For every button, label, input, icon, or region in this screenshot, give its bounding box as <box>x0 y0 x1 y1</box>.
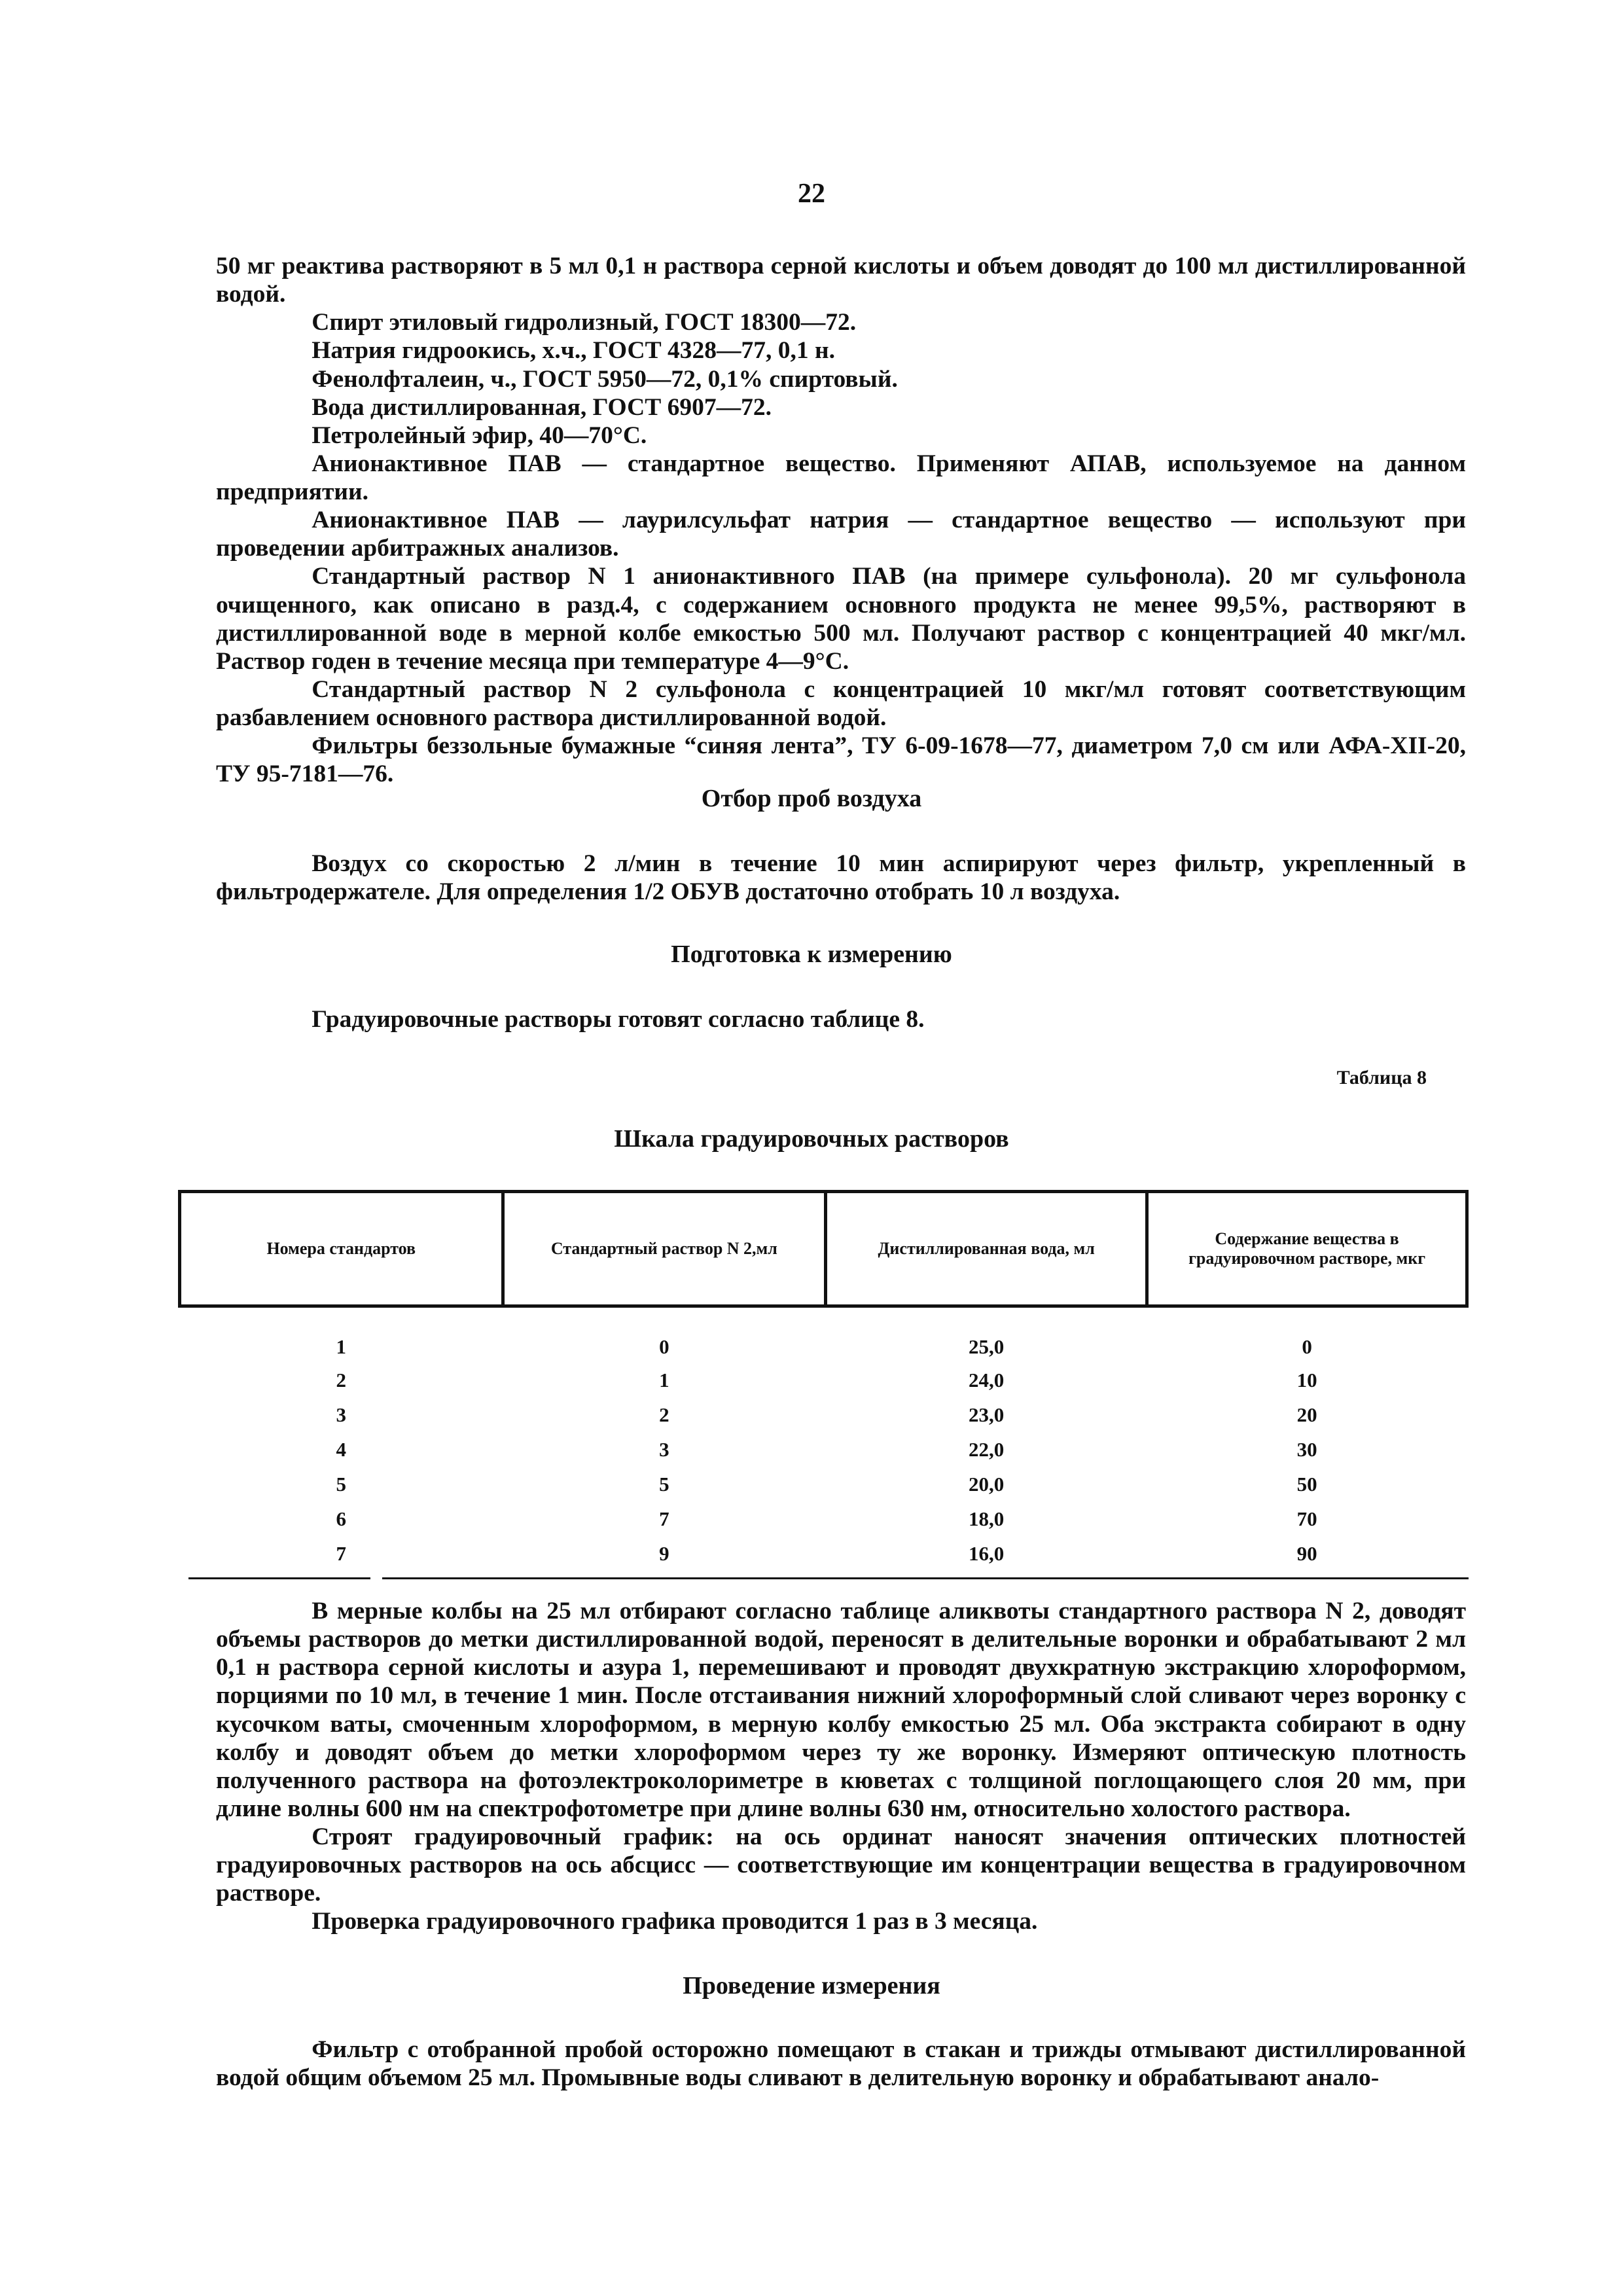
reagent-paragraph: Анионактивное ПАВ — лаурилсульфат натрия — стандартное вещество — используют при проведении арбитражных анализов. <box>216 507 1466 562</box>
procedure-paragraph: Проверка градуировочного графика проводится 1 раз в 3 месяца. <box>312 1908 1038 1935</box>
table-cell: 25,0 <box>969 1335 1005 1358</box>
table-cell: 5 <box>336 1472 347 1496</box>
table-label: Таблица 8 <box>1336 1067 1427 1088</box>
column-header: Номера стандартов <box>180 1192 503 1306</box>
column-header: Содержание вещества в градуировочном растворе, мкг <box>1147 1192 1467 1306</box>
reagent-paragraph: Стандартный раствор N 2 сульфонола с концентрацией 10 мкг/мл готовят соответствующим разбавлением основного раствора дистиллированной водой. <box>216 675 1466 731</box>
table-row <box>180 1363 1467 1397</box>
table-cell: 3 <box>659 1437 669 1461</box>
table-cell: 70 <box>1296 1507 1317 1530</box>
table-cell: 0 <box>659 1335 669 1358</box>
table-bottom-rule <box>382 1577 1469 1579</box>
reagent-paragraph: Анионактивное ПАВ — стандартное вещество. Применяют АПАВ, используемое на данном предприятии. <box>216 450 1466 505</box>
column-header: Стандартный раствор N 2,мл <box>503 1192 826 1306</box>
table-title: Шкала градуировочных растворов <box>614 1125 1009 1153</box>
table-cell: 20,0 <box>969 1472 1005 1496</box>
table-cell: 1 <box>336 1335 347 1358</box>
procedure-text <box>216 1597 1466 1936</box>
table-header-row <box>180 1192 1467 1306</box>
table-row <box>180 1432 1467 1467</box>
reagent-paragraph: Стандартный раствор N 1 анионактивного ПАВ (на примере сульфонола). 20 мг сульфонола очищенного, как описано в разд.4, с содержанием основного продукта не менее 99,5%, растворяют в дистиллированной воде в мерной колбе емкостью 500 мл. Получают раствор с концентрацией 40 мкг/мл. Раствор годен в течение месяца при температуре 4—9°С. <box>216 563 1466 675</box>
measurement-text <box>216 2036 1466 2092</box>
table-row <box>180 1467 1467 1501</box>
reagent-paragraph: 50 мг реактива растворяют в 5 мл 0,1 н раствора серной кислоты и объем доводят до 100 мл дистиллированной водой. <box>216 253 1466 308</box>
procedure-paragraph: Строят градуировочный график: на ось ординат наносят значения оптических плотностей градуировочных растворов на ось абсцисс — соответствующие им концентрации вещества в градуировочном растворе. <box>216 1823 1466 1907</box>
sampling-paragraph: Воздух со скоростью 2 л/мин в течение 10 мин аспирируют через фильтр, укрепленный в фильтродержателе. Для определения 1/2 ОБУВ достаточно отобрать 10 л воздуха. <box>216 850 1466 906</box>
table-cell: 18,0 <box>969 1507 1005 1530</box>
reagent-paragraph: Петролейный эфир, 40—70°С. <box>312 422 647 449</box>
reagents-list <box>216 252 1466 788</box>
calibration-table <box>178 1190 1469 1571</box>
table-row <box>180 1397 1467 1432</box>
reagent-paragraph: Спирт этиловый гидролизный, ГОСТ 18300—72. <box>312 309 857 336</box>
table-cell: 22,0 <box>969 1437 1005 1461</box>
page-number: 22 <box>798 179 825 209</box>
preparation-paragraph: Градуировочные растворы готовят согласно таблице 8. <box>312 1006 925 1033</box>
table-cell: 5 <box>659 1472 669 1496</box>
reagent-paragraph: Фенолфталеин, ч., ГОСТ 5950—72, 0,1% спиртовый. <box>312 365 898 393</box>
table-cell: 20 <box>1296 1403 1317 1426</box>
table-cell: 3 <box>336 1403 347 1426</box>
table-cell: 7 <box>659 1507 669 1530</box>
table-bottom-rule <box>188 1577 370 1579</box>
table-cell: 16,0 <box>969 1541 1005 1565</box>
reagent-paragraph: Вода дистиллированная, ГОСТ 6907—72. <box>312 393 772 421</box>
table-cell: 4 <box>336 1437 347 1461</box>
table-cell: 50 <box>1296 1472 1317 1496</box>
table-cell: 7 <box>336 1541 347 1565</box>
table-cell: 30 <box>1296 1437 1317 1461</box>
section-heading-measurement: Проведение измерения <box>683 1972 940 2000</box>
measurement-paragraph: Фильтр с отобранной пробой осторожно помещают в стакан и трижды отмывают дистиллированной водой общим объемом 25 мл. Промывные воды сливают в делительную воронку и обрабатывают анало- <box>216 2036 1466 2092</box>
reagent-paragraph: Фильтры беззольные бумажные “синяя лента”, ТУ 6-09-1678—77, диаметром 7,0 см или АФА-XII-20, ТУ 95-7181—76. <box>216 732 1466 788</box>
table-cell: 9 <box>659 1541 669 1565</box>
section-heading-sampling: Отбор проб воздуха <box>701 785 922 812</box>
table-cell: 24,0 <box>969 1368 1005 1391</box>
table-row <box>180 1501 1467 1536</box>
table-cell: 0 <box>1302 1335 1312 1358</box>
reagent-paragraph: Натрия гидроокись, х.ч., ГОСТ 4328—77, 0,1 н. <box>312 337 835 365</box>
table-cell: 1 <box>659 1368 669 1391</box>
procedure-paragraph: В мерные колбы на 25 мл отбирают согласно таблице аликвоты стандартного раствора N 2, доводят объемы растворов до метки дистиллированной водой, переносят в делительные воронки и обрабатывают 2 мл 0,1 н раствора серной кислоты и азура 1, перемешивают и проводят двухкратную экстракцию хлороформом, порциями по 10 мл, в течение 1 мин. После отстаивания нижний хлороформный слой сливают через воронку с кусочком ваты, смоченным хлороформом, в мерную колбу емкостью 25 мл. Оба экстракта собирают в одну колбу и доводят объем до метки хлороформом через ту же воронку. Измеряют оптическую плотность полученного раствора на фотоэлектроколориметре в кюветах с толщиной поглощающего слоя 20 мм, при длине волны 600 нм на спектрофотометре при длине волны 630 нм, относительно холостого раствора. <box>216 1598 1466 1822</box>
column-header: Дистиллированная вода, мл <box>826 1192 1147 1306</box>
preparation-text <box>216 1005 1466 1033</box>
table-cell: 6 <box>336 1507 347 1530</box>
table-cell: 10 <box>1296 1368 1317 1391</box>
table-cell: 2 <box>659 1403 669 1426</box>
sampling-text <box>216 850 1466 906</box>
section-heading-preparation: Подготовка к измерению <box>671 941 952 968</box>
table-row <box>180 1306 1467 1363</box>
table-row <box>180 1536 1467 1571</box>
table-cell: 23,0 <box>969 1403 1005 1426</box>
table-cell: 2 <box>336 1368 347 1391</box>
table-cell: 90 <box>1296 1541 1317 1565</box>
